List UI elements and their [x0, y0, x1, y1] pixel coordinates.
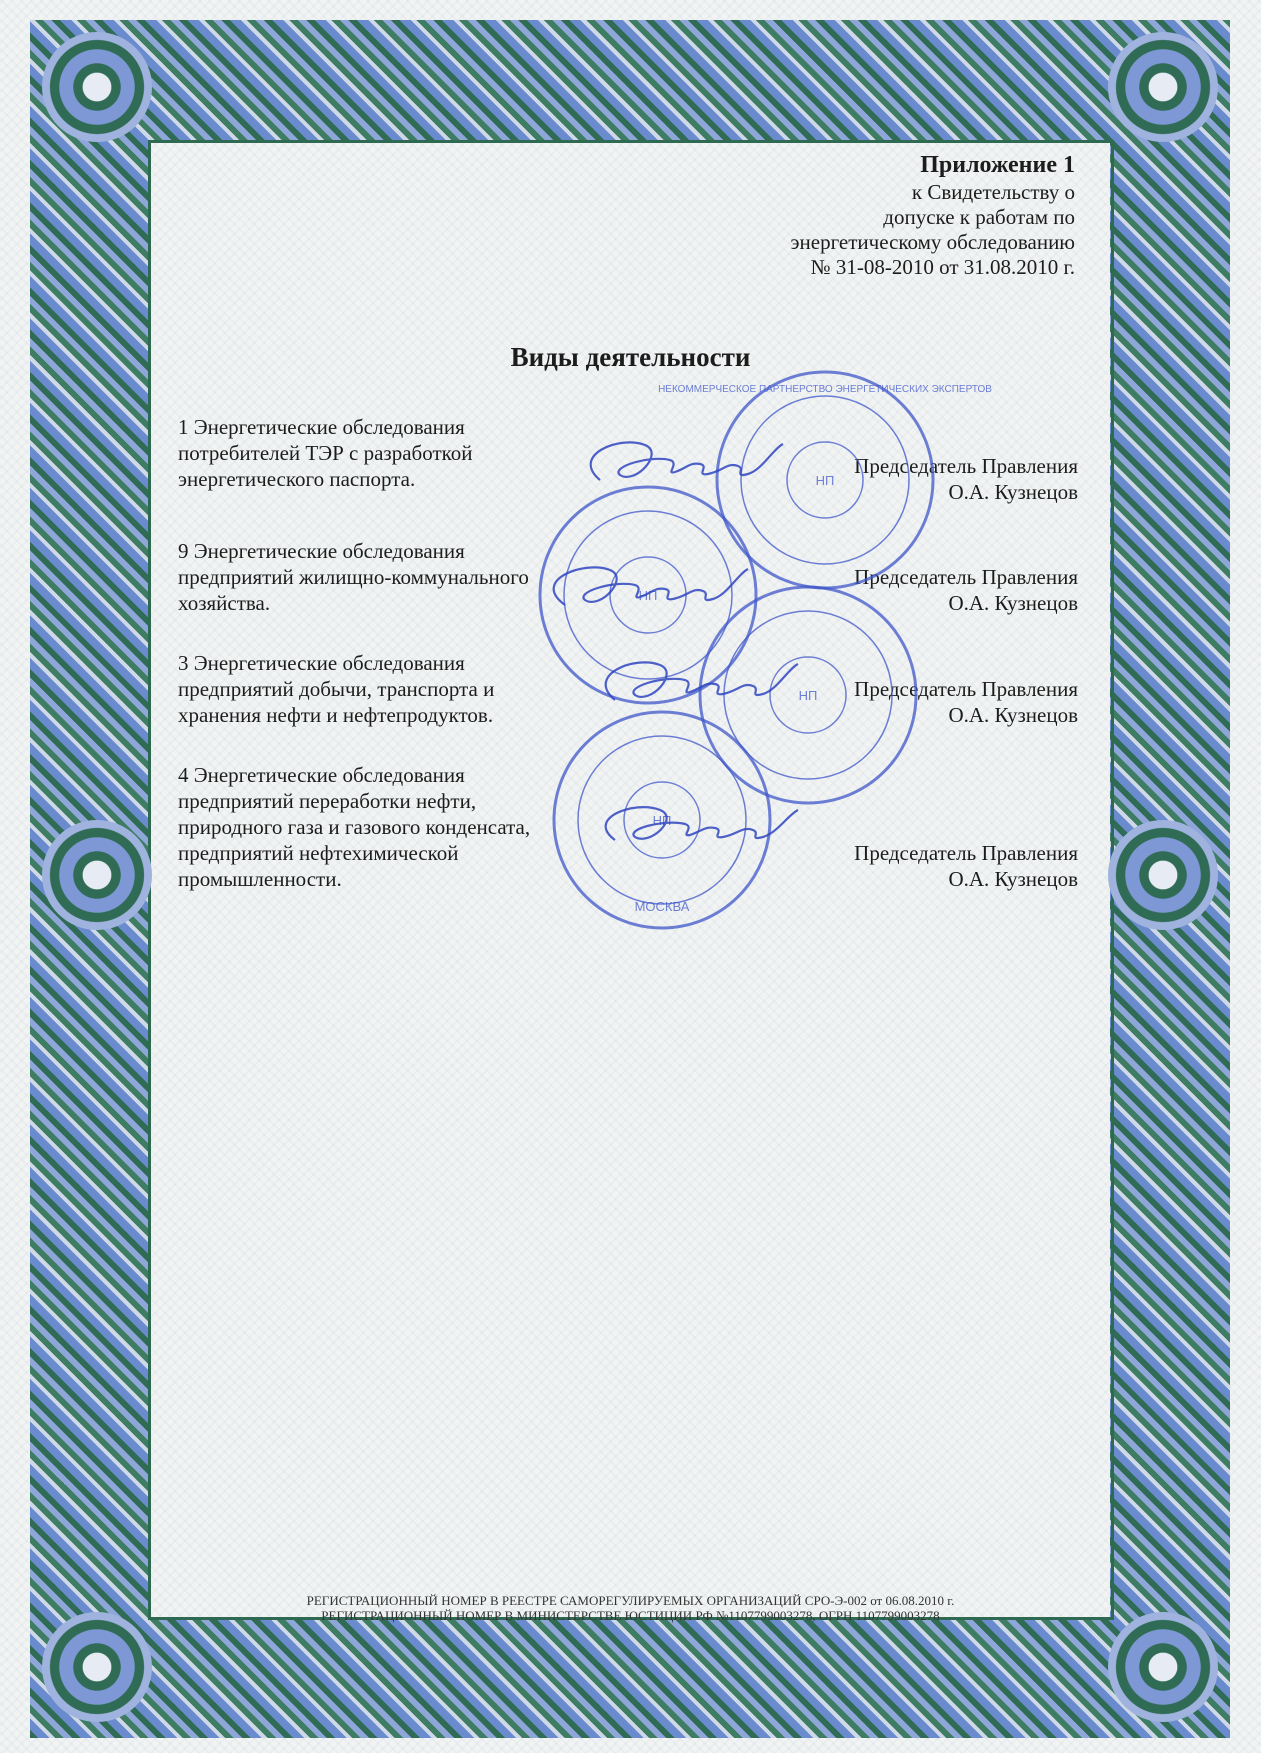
- activity-description: [178, 762, 618, 892]
- activity-line: предприятий нефтехимической: [178, 841, 459, 865]
- activity-description: [178, 414, 618, 492]
- activity-line: 4 Энергетические обследования: [178, 763, 465, 787]
- footer-line: РЕГИСТРАЦИОННЫЙ НОМЕР В МИНИСТЕРСТВЕ ЮСТИЦИИ РФ №1107799003278, ОГРН 1107799003278: [321, 1608, 940, 1623]
- seal-center-text: НП: [815, 473, 835, 488]
- signer-name: О.А. Кузнецов: [948, 867, 1078, 891]
- signer-title: Председатель Правления: [854, 454, 1078, 478]
- signer-title: Председатель Правления: [854, 565, 1078, 589]
- activity-line: 9 Энергетические обследования: [178, 539, 465, 563]
- activity-item: [178, 650, 1078, 728]
- activity-line: предприятий переработки нефти,: [178, 789, 477, 813]
- footer-line: РЕГИСТРАЦИОННЫЙ НОМЕР В РЕЕСТРЕ САМОРЕГУЛИРУЕМЫХ ОРГАНИЗАЦИЙ СРО-Э-002 от 06.08.2010 г.: [306, 1593, 955, 1608]
- activity-line: энергетического паспорта.: [178, 467, 416, 491]
- signer-title: Председатель Правления: [854, 841, 1078, 865]
- seal-center-text: НП: [798, 688, 818, 703]
- signer-block: [854, 840, 1078, 892]
- activity-description: [178, 538, 618, 616]
- appendix-line: № 31-08-2010 от 31.08.2010 г.: [810, 255, 1075, 279]
- seal-city-text: МОСКВА: [634, 899, 690, 914]
- appendix-line: допуске к работам по: [883, 205, 1075, 229]
- activity-line: предприятий жилищно-коммунального: [178, 565, 529, 589]
- signer-name: О.А. Кузнецов: [948, 703, 1078, 727]
- signer-name: О.А. Кузнецов: [948, 480, 1078, 504]
- signer-title: Председатель Правления: [854, 677, 1078, 701]
- signer-block: [854, 676, 1078, 728]
- activity-item: [178, 538, 1078, 616]
- activity-line: потребителей ТЭР с разработкой: [178, 441, 473, 465]
- activity-line: предприятий добычи, транспорта и: [178, 677, 495, 701]
- activity-line: 3 Энергетические обследования: [178, 651, 465, 675]
- appendix-title: Приложение 1: [920, 152, 1075, 178]
- activity-line: хранения нефти и нефтепродуктов.: [178, 703, 494, 727]
- seal-ring-text: НЕКОММЕРЧЕСКОЕ ПАРТНЕРСТВО ЭНЕРГЕТИЧЕСКИХ ЭКСПЕРТОВ: [658, 384, 992, 395]
- registration-footer: [0, 1593, 1261, 1623]
- appendix-line: энергетическому обследованию: [790, 230, 1075, 254]
- activity-line: хозяйства.: [178, 591, 271, 615]
- appendix-block: [791, 150, 1075, 280]
- activity-line: промышленности.: [178, 867, 342, 891]
- activity-description: [178, 650, 618, 728]
- appendix-line: к Свидетельству о: [911, 180, 1075, 204]
- activity-item: [178, 762, 1078, 892]
- activity-line: 1 Энергетические обследования: [178, 415, 465, 439]
- signer-name: О.А. Кузнецов: [948, 591, 1078, 615]
- activity-line: природного газа и газового конденсата,: [178, 815, 531, 839]
- activity-item: [178, 414, 1078, 504]
- page-title: Виды деятельности: [510, 342, 751, 372]
- signer-block: [854, 453, 1078, 505]
- signer-block: [854, 564, 1078, 616]
- seal-center-text: НП: [652, 813, 672, 828]
- seal-center-text: НП: [638, 588, 658, 603]
